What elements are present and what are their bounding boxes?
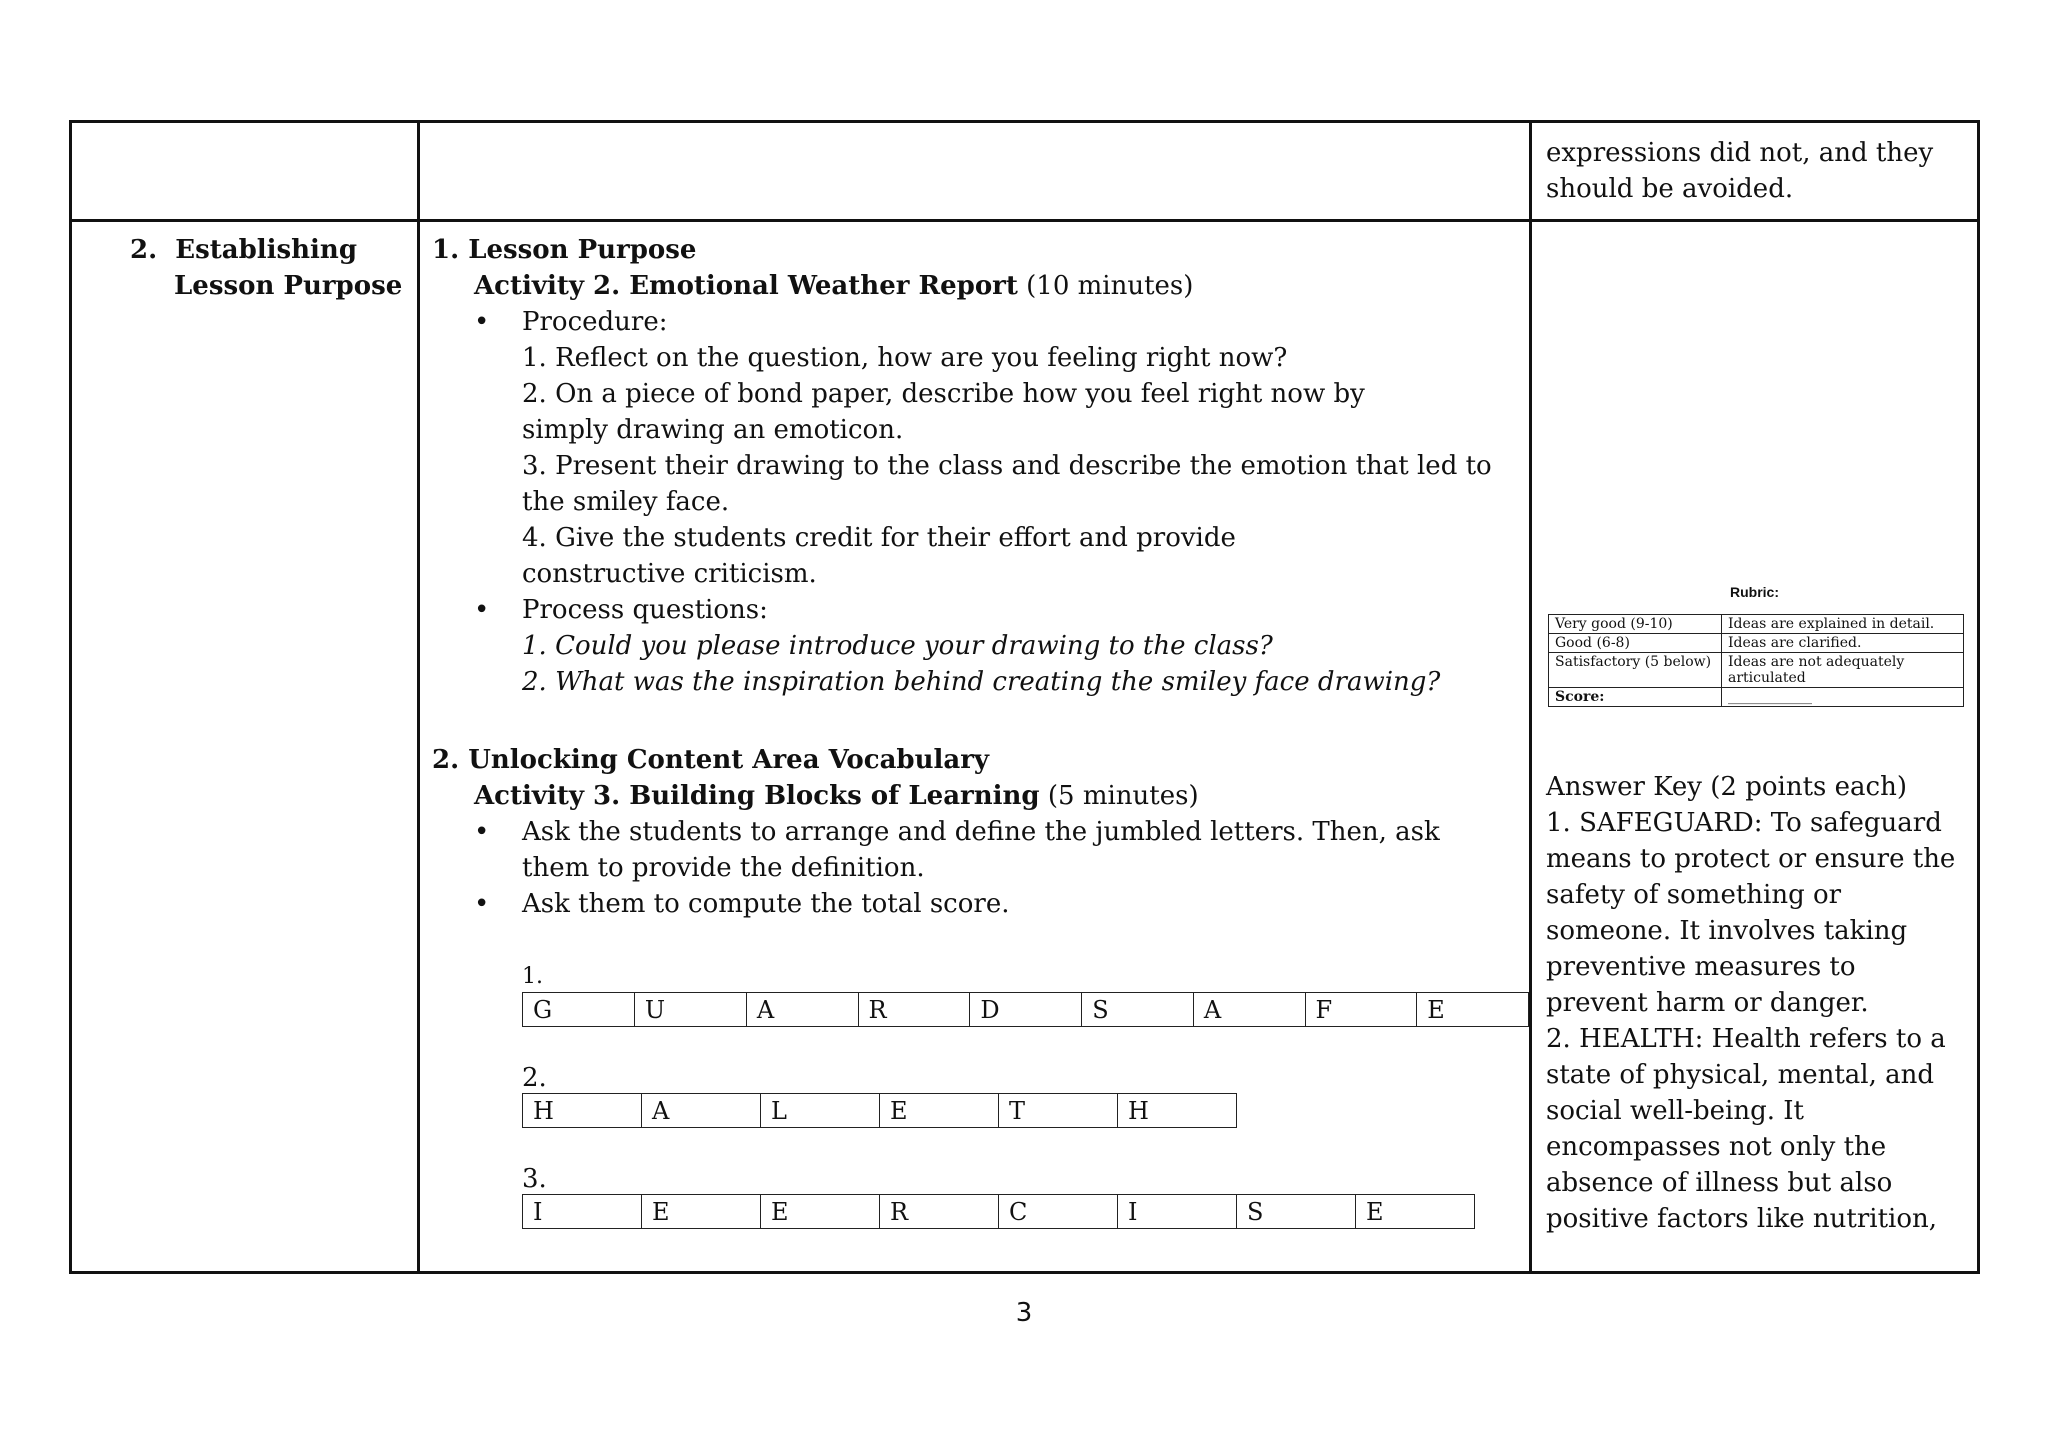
rubric-title: Rubric: [1730,584,1779,600]
activity2-title: Activity 2. Emotional Weather Report (10 minutes) [474,271,1194,301]
notes-continuation-text: expressions did not, and they should be avoided. [1546,138,1934,204]
letter-box: T [999,1094,1118,1128]
jumble-grid-3 [522,1194,1475,1229]
stage-label-cell [71,221,419,1273]
rubric-score-blank: ____________ [1722,688,1964,707]
table-row [1549,653,1964,688]
table-row [1549,615,1964,634]
letter-box: R [880,1195,999,1229]
step-item: 4. Give the students credit for their effort and provide constructive criticism. [522,523,1236,589]
letter-box: D [970,993,1082,1027]
stage-label-line2: Lesson Purpose [174,271,403,301]
letter-box: E [642,1195,761,1229]
step-item: 2. On a piece of bond paper, describe how you feel right now by simply drawing an emoticon. [522,379,1365,445]
letter-box: E [880,1094,999,1128]
letter-box: R [858,993,970,1027]
question-item: 1. Could you please introduce your drawing to the class? [522,631,1273,661]
letter-box: H [523,1094,642,1128]
step-item: 3. Present their drawing to the class and describe the emotion that led to the smiley face. [522,451,1492,517]
letter-box: A [1193,993,1305,1027]
table-row [1549,688,1964,707]
letter-box: I [1118,1195,1237,1229]
notes-cell [1531,122,1979,221]
section2-heading: 2. Unlocking Content Area Vocabulary [432,745,990,775]
rubric-desc: Ideas are not adequately articulated [1722,653,1964,688]
activity3-title: Activity 3. Building Blocks of Learning (5 minutes) [474,781,1199,811]
answer-key-title: Answer Key (2 points each) [1546,772,1907,802]
jumble-label: 3. [522,1164,547,1194]
letter-box: H [1118,1094,1237,1128]
letter-box: L [761,1094,880,1128]
jumble-grid-2 [522,1093,1237,1128]
jumble-label: 2. [522,1063,547,1093]
letter-box: E [761,1195,880,1229]
letter-box: A [642,1094,761,1128]
letter-box: A [746,993,858,1027]
rubric-table [1548,614,1964,707]
process-questions-label: • Process questions: [420,592,1529,628]
table-row [71,221,1979,1273]
jumble-grid-1 [522,992,1529,1027]
letter-box: F [1305,993,1417,1027]
letter-box: G [523,993,635,1027]
letter-box: U [634,993,746,1027]
rubric-desc: Ideas are explained in detail. [1722,615,1964,634]
instruction-bullet: • Ask the students to arrange and define the jumbled letters. Then, ask them to provide the definition. [420,814,1529,886]
step-item: 1. Reflect on the question, how are you feeling right now? [522,343,1288,373]
procedure-label: • Procedure: [420,304,1529,340]
empty-cell [71,122,419,221]
rubric-level: Satisfactory (5 below) [1549,653,1722,688]
rubric-level: Very good (9-10) [1549,615,1722,634]
notes-cell [1531,221,1979,1273]
letter-box: E [1356,1195,1475,1229]
table-row [71,122,1979,221]
empty-cell [419,122,1531,221]
answer-key-item: 2. HEALTH: Health refers to a state of physical, mental, and social well-being. It encompasses not only the absence of illness but also positive factors like nutrition, [1546,1024,1946,1234]
rubric-level: Good (6-8) [1549,634,1722,653]
answer-key-item: 1. SAFEGUARD: To safeguard means to protect or ensure the safety of something or someone. It involves taking preventive measures to prevent harm or danger. [1546,808,1956,1018]
rubric-score-label: Score: [1549,688,1722,707]
letter-box: I [523,1195,642,1229]
page-number: 3 [1015,1298,1033,1328]
question-item: 2. What was the inspiration behind creating the smiley face drawing? [522,667,1441,697]
table-row [1549,634,1964,653]
letter-box: S [1082,993,1194,1027]
stage-label-line1: 2. Establishing [130,235,358,265]
jumble-label: 1. [522,964,543,989]
rubric-desc: Ideas are clarified. [1722,634,1964,653]
letter-box: E [1417,993,1529,1027]
lesson-plan-table [69,120,1980,1274]
letter-box: C [999,1195,1118,1229]
section1-heading: 1. Lesson Purpose [432,235,697,265]
procedure-cell [419,221,1531,1273]
letter-box: S [1237,1195,1356,1229]
instruction-bullet: • Ask them to compute the total score. [420,886,1529,922]
